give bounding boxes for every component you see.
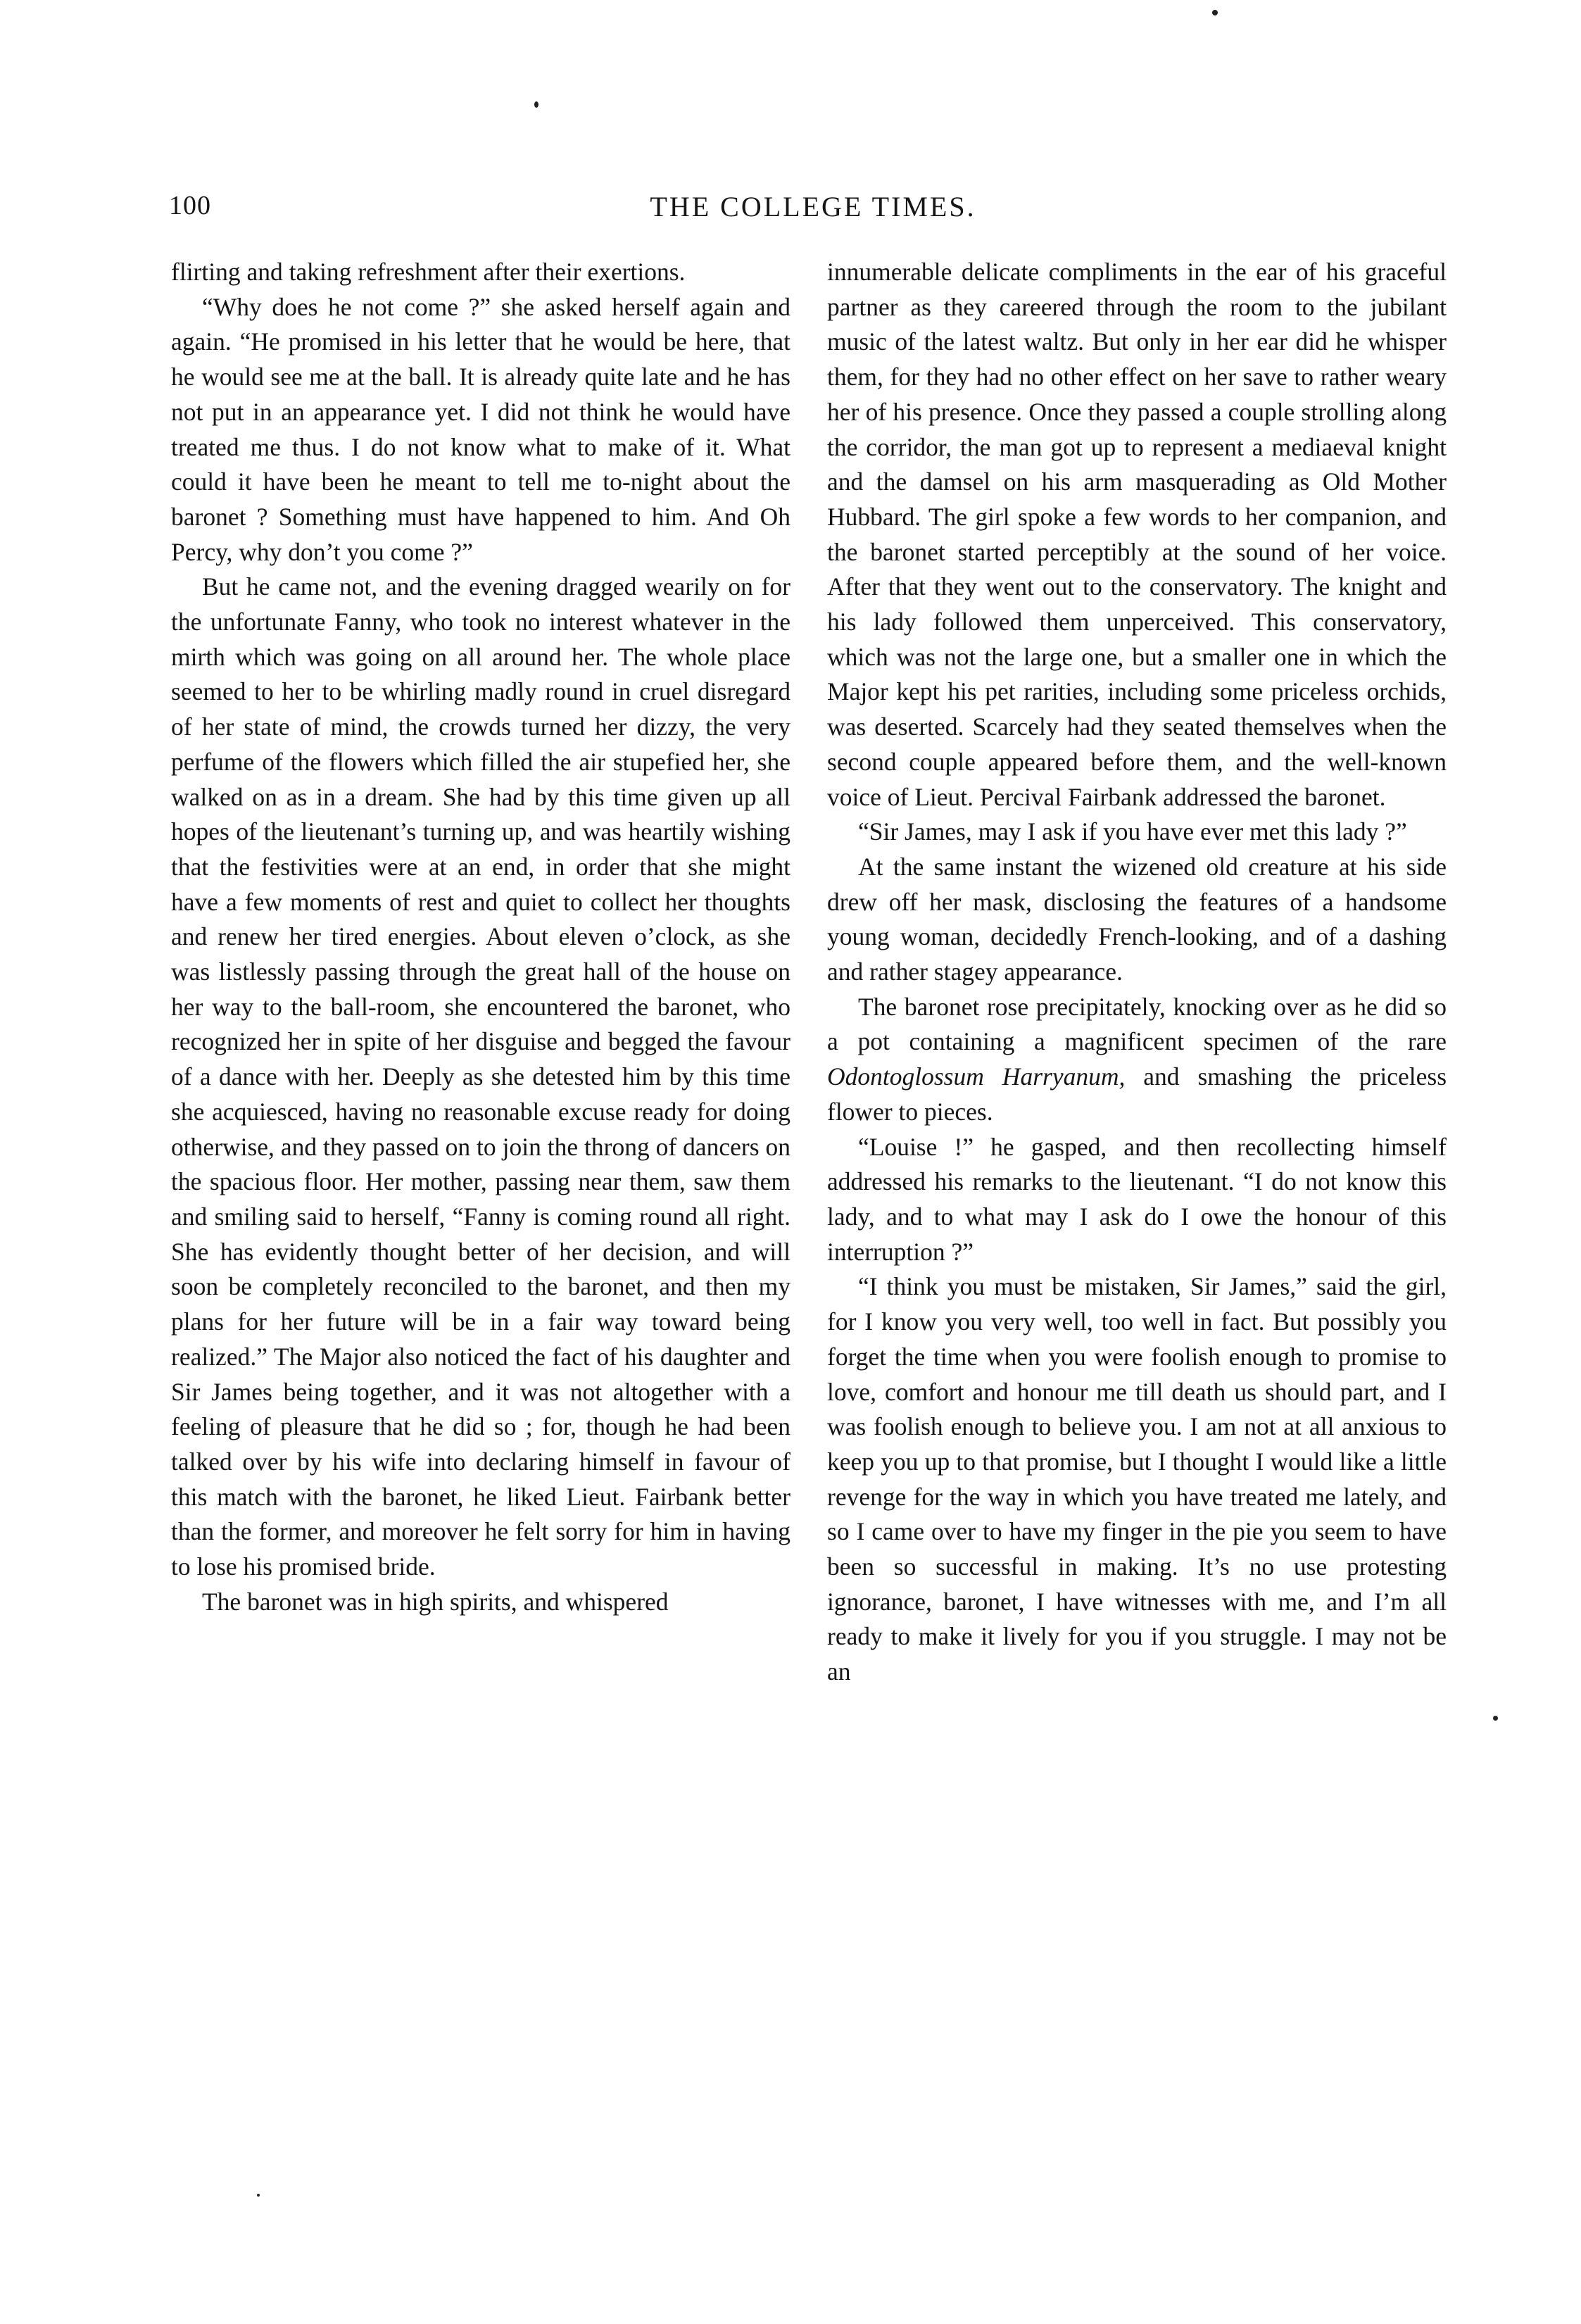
paragraph: “Why does he not come ?” she asked herself again and again. “He promised in his letter that he would be here, that he would see me at the ball. It is already quite late and he has not put in an appearance yet. I did not think he would have treated me thus. I do not know what to make of it. What could it have been he meant to tell me to-night about the baronet ? Something must have happened to him. And Oh Percy, why don’t you come ?” [171,292,790,566]
paragraph: flirting and taking refreshment after their exertions. [171,258,686,286]
paragraph: innumerable delicate compliments in the ear of his graceful partner as they careered through the room to the jubilant music of the latest waltz. But only in her ear did he whisper them, for they had no other effect on her save to rather weary her of his presence. Once they passed a couple strolling along the corridor, the man got up to represent a mediaeval knight and the damsel on his arm masquerading as Old Mother Hubbard. The girl spoke a few words to her companion, and the baronet started perceptibly at the sound of her voice. After that they went out to the conservatory. The knight and his lady followed them unperceived. This conservatory, which was not the large one, but a smaller one in which the Major kept his pet rarities, including some priceless orchids, was deserted. Scarcely had they seated themselves when the second couple appeared before them, and the well-known voice of Lieut. Percival Fairbank addressed the baronet. [827,258,1447,811]
scan-speck [534,101,538,108]
paragraph: “Sir James, may I ask if you have ever met this lady ?” [858,817,1407,846]
text-run: and smashing the priceless flower to pieces. [827,1062,1447,1126]
running-head [169,190,1457,232]
paragraph-orchid [827,990,1447,1130]
paragraph: “I think you must be mistaken, Sir James,” said the girl, for I know you very well, too well in fact. But possibly you forget the time when you were foolish enough to promise to love, comfort and honour me till death us should part, and I was foolish enough to believe you. I am not at all anxious to keep you up to that promise, but I thought I would like a little revenge for the way in which you have treated me lately, and so I came over to have my finger in the pie you seem to have been so successful in making. It’s no use protesting ignorance, baronet, I have witnesses with me, and I’m all ready to make it lively for you if you struggle. I may not be an [827,1272,1447,1686]
species-name: Odontoglossum Harryanum, [827,1062,1126,1091]
right-column [827,255,1447,1690]
scan-speck [257,2194,260,2197]
scan-speck [1493,1716,1498,1721]
paragraph: But he came not, and the evening dragged wearily on for the unfortunate Fanny, who took no interest whatever in the mirth which was going on all around her. The whole place seemed to her to be whirling madly round in cruel disregard of her state of mind, the crowds turned her dizzy, the very perfume of the flowers which filled the air stupefied her, she walked on as in a dream. She had by this time given up all hopes of the lieutenant’s turning up, and was heartily wishing that the festivities were at an end, in order that she might have a few moments of rest and quiet to collect her thoughts and renew her tired energies. About eleven o’clock, as she was listlessly passing through the great hall of the house on her way to the ball-room, she encountered the baronet, who recognized her in spite of her disguise and begged the favour of a dance with her. Deeply as she detested him by this time she acquiesced, having no reasonable excuse ready for doing otherwise, and they passed on to join the throng of dancers on the spacious floor. Her mother, passing near them, saw them and smiling said to herself, “Fanny is coming round all right. She has evidently thought better of her decision, and will soon be completely reconciled to the baronet, and then my plans for her future will be in a fair way toward being realized.” The Major also noticed the fact of his daughter and Sir James being together, and it was not altogether with a feeling of pleasure that he did so ; for, though he had been talked over by his wife into declaring himself in favour of this match with the baronet, he liked Lieut. Fairbank better than the former, and moreover he felt sorry for him in having to lose his promised bride. [171,572,790,1581]
text-run: The baronet rose precipitately, knocking over as he did so a pot containing a magnificent specimen of the rare [827,992,1447,1056]
left-column [171,255,790,1619]
paragraph: At the same instant the wizened old creature at his side drew off her mask, disclosing the features of a handsome young woman, decidedly French-looking, and of a dashing and rather stagey appearance. [827,852,1447,986]
paragraph: The baronet was in high spirits, and whispered [202,1587,669,1616]
paragraph: “Louise !” he gasped, and then recollecting himself addressed his remarks to the lieutenant. “I do not know this lady, and to what may I ask do I owe the honour of this interruption ?” [827,1132,1447,1266]
journal-title: THE COLLEGE TIMES. [650,191,976,222]
page-number: 100 [169,191,211,220]
scan-speck [1212,10,1218,15]
